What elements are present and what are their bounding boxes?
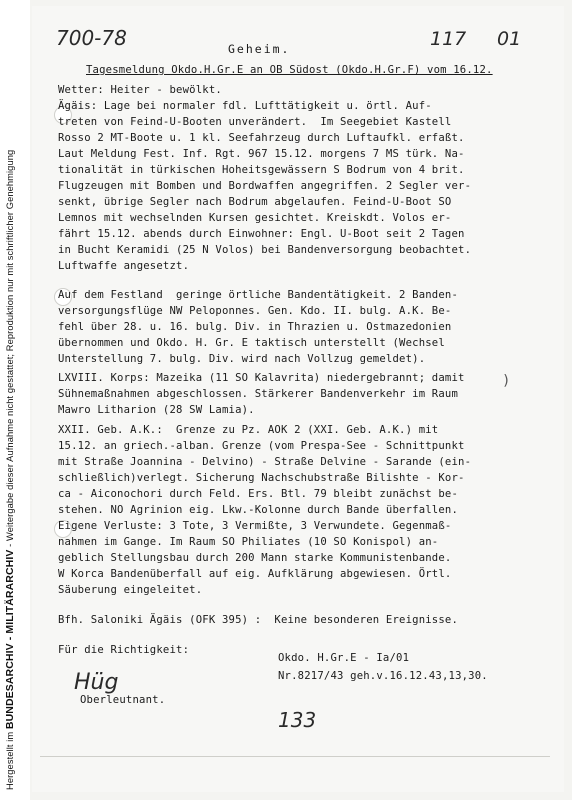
body-line: Rosso 2 MT-Boote u. 1 kl. Seefahrzeug durch Luftaufkl. erfaßt. <box>58 132 465 144</box>
rank-label: Oberleutnant. <box>80 694 166 706</box>
handwritten-reference: 700-78 <box>56 26 127 50</box>
body-line: geblich Stellungsbau durch 200 Mann starke Kommunistenbande. <box>58 552 452 564</box>
archive-stamp-prefix: Hergestellt im <box>5 729 15 790</box>
body-line: nahmen im Gange. Im Raum SO Philiates (10 SO Konispol) an- <box>58 536 439 548</box>
body-line: Auf dem Festland geringe örtliche Bandentätigkeit. 2 Banden- <box>58 289 459 301</box>
body-line: Unterstellung 7. bulg. Div. wird nach Vollzug gemeldet). <box>58 353 426 365</box>
body-line: versorgungsflüge NW Peloponnes. Gen. Kdo. II. bulg. A.K. Be- <box>58 305 452 317</box>
archive-stamp <box>4 149 16 790</box>
archive-margin <box>0 0 30 800</box>
body-line: Bfh. Saloniki Ägäis (OFK 395) : Keine besonderen Ereignisse. <box>58 614 459 626</box>
scan-edge-line <box>40 756 550 757</box>
body-line: XXII. Geb. A.K.: Grenze zu Pz. AOK 2 (XXI. Geb. A.K.) mit <box>58 424 439 436</box>
body-line: schließlich)verlegt. Sicherung Nachschubstraße Bilishte - Kor- <box>58 472 465 484</box>
margin-bracket-mark: ) <box>502 373 511 389</box>
body-line: übernommen und Okdo. H. Gr. E taktisch unterstellt (Wechsel <box>58 337 445 349</box>
body-line: tionalität in türkischen Hoheitsgewässern S Bodrum von 4 brit. <box>58 164 465 176</box>
handwritten-page-mark: 01 <box>497 28 522 50</box>
body-line: Eigene Verluste: 3 Tote, 3 Vermißte, 3 Verwundete. Gegenmaß- <box>58 520 452 532</box>
office-line: Okdo. H.Gr.E - Ia/01 <box>278 652 410 664</box>
body-line: Lemnos mit wechselnden Kursen gesichtet. Kreiskdt. Volos er- <box>58 212 452 224</box>
reference-line: Nr.8217/43 geh.v.16.12.43,13,30. <box>278 670 488 682</box>
body-line: mit Straße Joannina - Delvino) - Straße Delvine - Sarande (ein- <box>58 456 472 468</box>
body-line: stehen. NO Agrinion eig. Lkw.-Kolonne durch Bande überfallen. <box>58 504 459 516</box>
body-line: Ägäis: Lage bei normaler fdl. Lufttätigkeit u. örtl. Auf- <box>58 100 432 112</box>
body-line: LXVIII. Korps: Mazeika (11 SO Kalavrita) niedergebrannt; damit <box>58 372 465 384</box>
body-line: W Korca Bandenüberfall auf eig. Aufklärung abgewiesen. Örtl. <box>58 568 452 580</box>
body-line: Wetter: Heiter - bewölkt. <box>58 84 222 96</box>
report-header: Tagesmeldung Okdo.H.Gr.E an OB Südost (Okdo.H.Gr.F) vom 16.12. <box>86 64 493 76</box>
body-line: fehl über 28. u. 16. bulg. Div. in Thrazien u. Ostmazedonien <box>58 321 452 333</box>
body-line: fährt 15.12. abends durch Einwohner: Engl. U-Boot seit 2 Tagen <box>58 228 465 240</box>
handwritten-page-number: 117 <box>430 28 467 50</box>
body-line: Laut Meldung Fest. Inf. Rgt. 967 15.12. morgens 7 MS türk. Na- <box>58 148 465 160</box>
document-title: Geheim. <box>228 42 291 56</box>
body-line: Sühnemaßnahmen abgeschlossen. Stärkerer Bandenverkehr im Raum <box>58 388 459 400</box>
body-line: Mawro Litharion (28 SW Lamia). <box>58 404 255 416</box>
body-line: Luftwaffe angesetzt. <box>58 260 190 272</box>
certification-label: Für die Richtigkeit: <box>58 644 190 656</box>
archive-stamp-archive: BUNDESARCHIV - MILITÄRARCHIV <box>4 549 16 730</box>
handwritten-signature: Hüg <box>74 670 119 695</box>
body-line: 15.12. an griech.-alban. Grenze (vom Prespa-See - Schnittpunkt <box>58 440 465 452</box>
body-line: Flugzeugen mit Bomben und Bordwaffen angegriffen. 2 Segler ver- <box>58 180 472 192</box>
archive-stamp-notice: - Weitergabe dieser Aufnahme nicht gestattet; Reproduktion nur mit schriftlicher Genehmigung <box>5 149 15 550</box>
body-line: Säuberung eingeleitet. <box>58 584 203 596</box>
body-line: treten von Feind-U-Booten unverändert. Im Seegebiet Kastell <box>58 116 452 128</box>
body-line: ca - Aiconochori durch Feld. Ers. Btl. 79 bleibt zunächst be- <box>58 488 459 500</box>
body-line: in Bucht Keramidi (25 N Volos) bei Bandenversorgung beobachtet. <box>58 244 472 256</box>
body-line: senkt, übrige Segler nach Bodrum abgelaufen. Feind-U-Boot SO <box>58 196 452 208</box>
handwritten-bottom-number: 133 <box>278 708 317 732</box>
